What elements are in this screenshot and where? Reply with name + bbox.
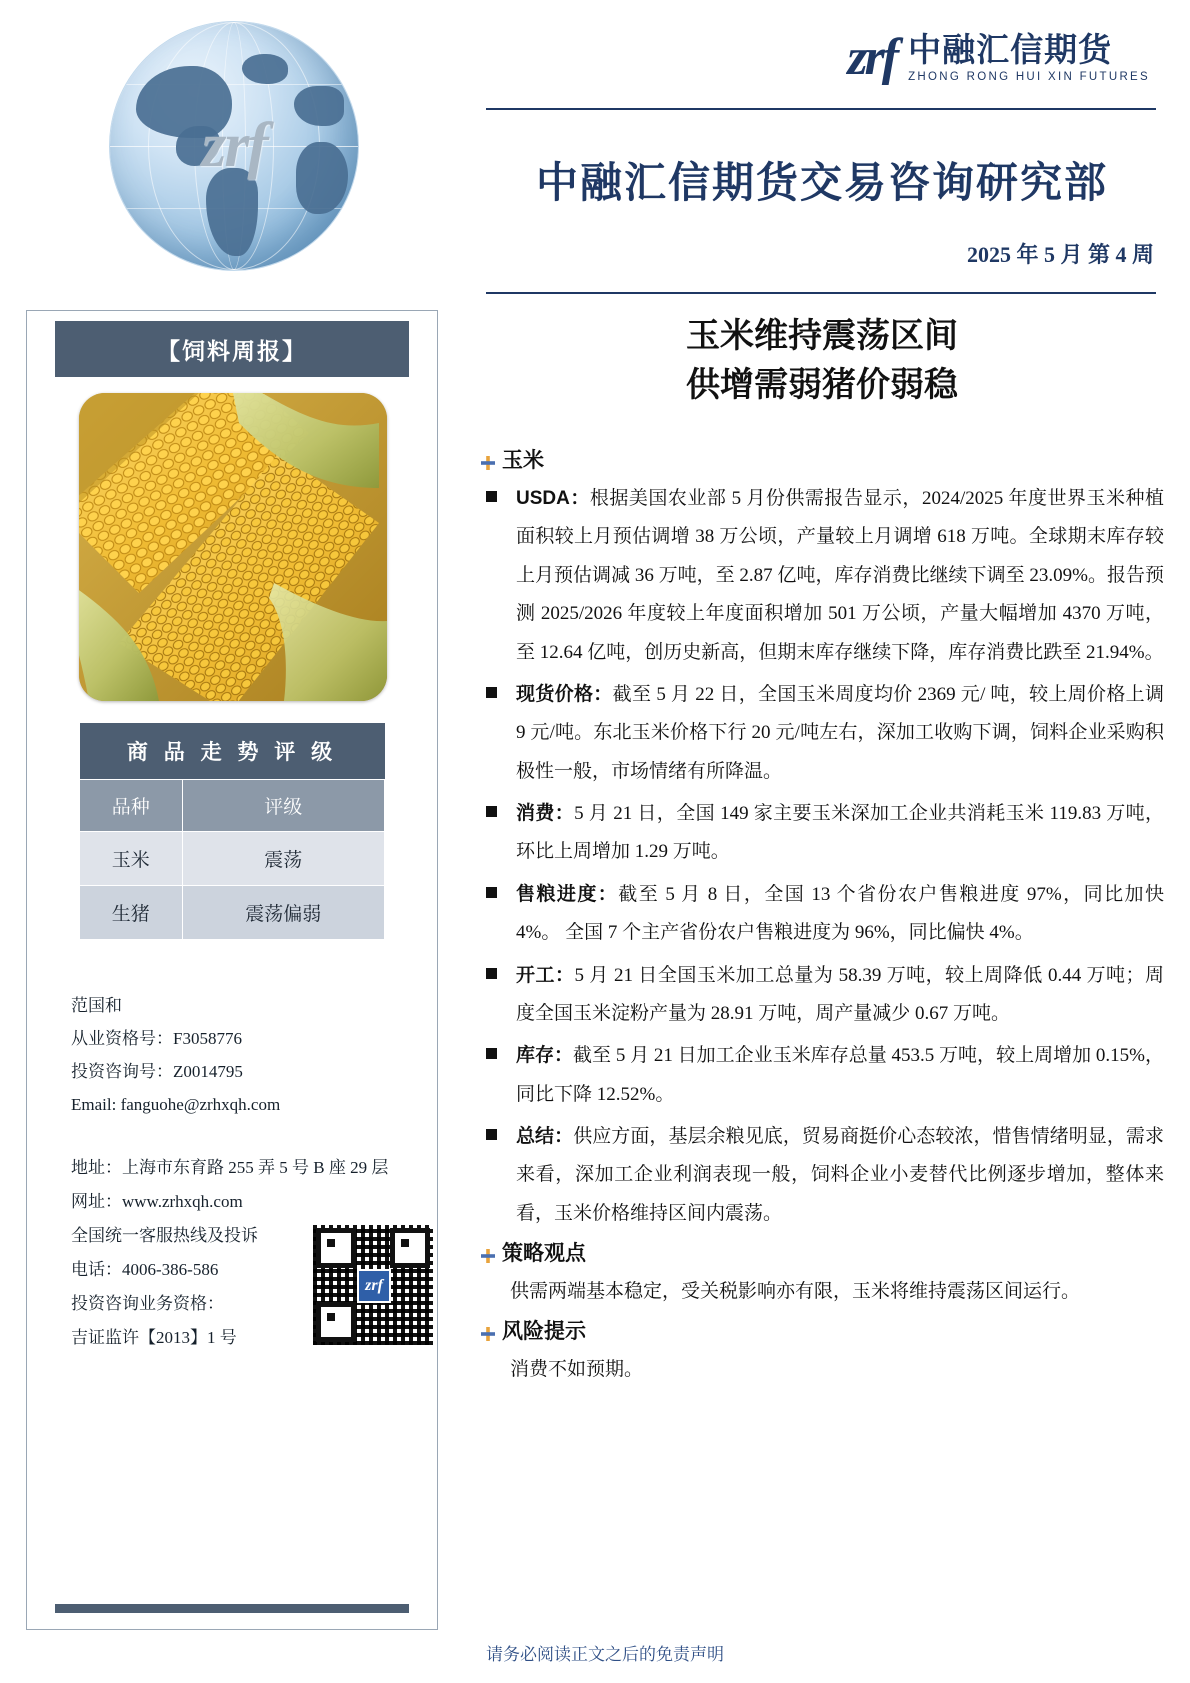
zrf-logo-icon: zrf [847, 29, 897, 86]
list-item [480, 1037, 1164, 1114]
list-item [480, 876, 1164, 953]
rating-row-1-rating: 震荡偏弱 [182, 886, 384, 940]
square-bullet-icon [480, 957, 516, 979]
plus-bullet-icon [480, 1239, 502, 1269]
list-item-body: 5 月 21 日全国玉米加工总量为 58.39 万吨，较上周降低 0.44 万吨；周度全国玉米淀粉产量为 28.91 万吨，周产量减少 0.67 万吨。 [516, 964, 1164, 1024]
list-item-text [516, 1118, 1164, 1233]
company-name-en: ZHONG RONG HUI XIN FUTURES [908, 71, 1150, 84]
list-item-label: 库存： [516, 1045, 574, 1067]
list-item-label: 开工： [516, 964, 575, 986]
section-heading-risk [480, 1317, 1164, 1347]
rating-row-1-variety: 生猪 [80, 886, 183, 940]
list-item-body: 5 月 21 日，全国 149 家主要玉米深加工企业共消耗玉米 119.83 万吨，环比上周增加 1.29 万吨。 [516, 803, 1164, 863]
globe-logo-icon [110, 22, 358, 270]
risk-text: 消费不如预期。 [510, 1359, 644, 1381]
analyst-name: 范国和 [71, 996, 122, 1015]
square-bullet-icon [480, 1037, 516, 1059]
rating-table-caption-row [80, 723, 385, 780]
globe-zrf-mark: zrf [201, 109, 267, 180]
section-title: 玉米 [502, 449, 544, 472]
rating-row-0-variety: 玉米 [80, 832, 183, 886]
analyst-email: Email: fanguohe@zrhxqh.com [71, 1095, 281, 1115]
list-item-body: 根据美国农业部 5 月份供需报告显示，2024/2025 年度世界玉米种植面积较上月预估调增 38 万公顷，产量较上月调增 618 万吨。全球期末库存较上月预估调减 36 万吨，至 2.87 亿吨，库存消费比继续下调至 23.09%。报告预测 2025/2026 年度较上年度面积增加 501 万公顷，产量大幅增加 4370 万吨，至 12.64 亿吨，创历史新高，但期末库存继续下降，库存消费比跌至 21.94%。 [516, 488, 1165, 663]
list-item-text [516, 1037, 1164, 1114]
department-title: 中融汇信期货交易咨询研究部 [535, 159, 1108, 206]
rating-table-header-row [80, 780, 385, 832]
panel-footer-bar [55, 1604, 409, 1613]
rating-row-0-rating: 震荡 [182, 832, 384, 886]
company-name-cn: 中融汇信期货 [908, 30, 1113, 68]
section-title: 风险提示 [502, 1320, 586, 1344]
square-bullet-icon [480, 676, 516, 698]
corn-photo [79, 393, 387, 701]
list-item-body: 截至 5 月 22 日，全国玉米周度均价 2369 元/ 吨，较上周价格上调 9 元/吨。东北玉米价格下行 20 元/吨左右，深加工收购下调，饲料企业采购积极性一般，市场情绪有所降温。 [516, 683, 1164, 782]
analyst-consulting-number: 投资咨询号：Z0014795 [71, 1062, 243, 1082]
analyst-contact-block [71, 989, 411, 1122]
page-header [0, 0, 1190, 300]
list-item [480, 795, 1164, 872]
square-bullet-icon [480, 1118, 516, 1140]
list-item [480, 676, 1164, 791]
square-bullet-icon [480, 480, 516, 502]
panel-title: 【饲料周报】 [55, 321, 409, 377]
list-item-text [516, 795, 1164, 872]
header-divider-top [486, 108, 1156, 110]
report-title-line2: 供增需弱猪价弱稳 [686, 366, 958, 405]
list-item-label: 售粮进度： [516, 883, 619, 905]
issue-date: 2025 年 5 月 第 4 周 [966, 242, 1154, 267]
header-divider-bottom [486, 292, 1156, 294]
list-item-label: 总结： [516, 1126, 574, 1147]
company-brand [847, 28, 1150, 87]
list-item [480, 480, 1164, 672]
report-body [480, 440, 1164, 1389]
footer-disclaimer [0, 1640, 1190, 1665]
table-row [80, 886, 385, 940]
section-title: 策略观点 [502, 1242, 586, 1266]
company-website: 网址：www.zrhxqh.com [71, 1192, 243, 1211]
list-item-body: 截至 5 月 8 日，全国 13 个省份农户售粮进度 97%，同比加快 4%。 全国 7 个主产省份农户售粮进度为 96%，同比偏快 4%。 [516, 883, 1164, 944]
license-label: 投资咨询业务资格： [71, 1294, 224, 1313]
list-item-label: 消费： [516, 803, 575, 824]
footer-disclaimer-text: 请务必阅读正文之后的免责声明 [486, 1645, 724, 1664]
left-sidebar-panel [26, 310, 438, 1630]
company-telephone: 电话：4006-386-586 [71, 1260, 219, 1279]
hotline-label: 全国统一客服热线及投诉 [71, 1226, 258, 1245]
qr-center-logo: zrf [357, 1269, 391, 1303]
report-title [486, 312, 1158, 411]
plus-bullet-icon [480, 446, 502, 476]
rating-header-variety: 品种 [80, 780, 183, 832]
analyst-qualification: 从业资格号：F3058776 [71, 1029, 242, 1049]
table-row [80, 832, 385, 886]
list-item-label: 现货价格： [516, 683, 613, 705]
commodity-rating-table [79, 723, 385, 940]
list-item-text [516, 876, 1164, 953]
square-bullet-icon [480, 795, 516, 817]
list-item-text [516, 676, 1164, 791]
section-heading-corn [480, 446, 1164, 476]
list-item-text [516, 957, 1164, 1034]
list-item-label: USDA： [516, 488, 590, 509]
report-title-line1: 玉米维持震荡区间 [686, 317, 958, 355]
section-heading-strategy [480, 1239, 1164, 1269]
list-item [480, 957, 1164, 1034]
rating-header-rating: 评级 [182, 780, 384, 832]
plus-bullet-icon [480, 1317, 502, 1347]
square-bullet-icon [480, 876, 516, 898]
list-item-body: 供应方面，基层余粮见底，贸易商挺价心态较浓，惜售情绪明显，需求来看，深加工企业利润表现一般，饲料企业小麦替代比例逐步增加，整体来看，玉米价格维持区间内震荡。 [516, 1126, 1164, 1224]
company-address: 地址：上海市东育路 255 弄 5 号 B 座 29 层 [71, 1158, 389, 1177]
qr-code [313, 1225, 433, 1345]
list-item [480, 1118, 1164, 1233]
strategy-text: 供需两端基本稳定，受关税影响亦有限，玉米将维持震荡区间运行。 [510, 1281, 1081, 1303]
license-number: 吉证监许【2013】1 号 [71, 1328, 237, 1347]
list-item-body: 截至 5 月 21 日加工企业玉米库存总量 453.5 万吨，较上周增加 0.15%，同比下降 12.52%。 [516, 1045, 1164, 1105]
rating-table-caption: 商 品 走 势 评 级 [80, 723, 385, 780]
list-item-text [516, 480, 1164, 672]
